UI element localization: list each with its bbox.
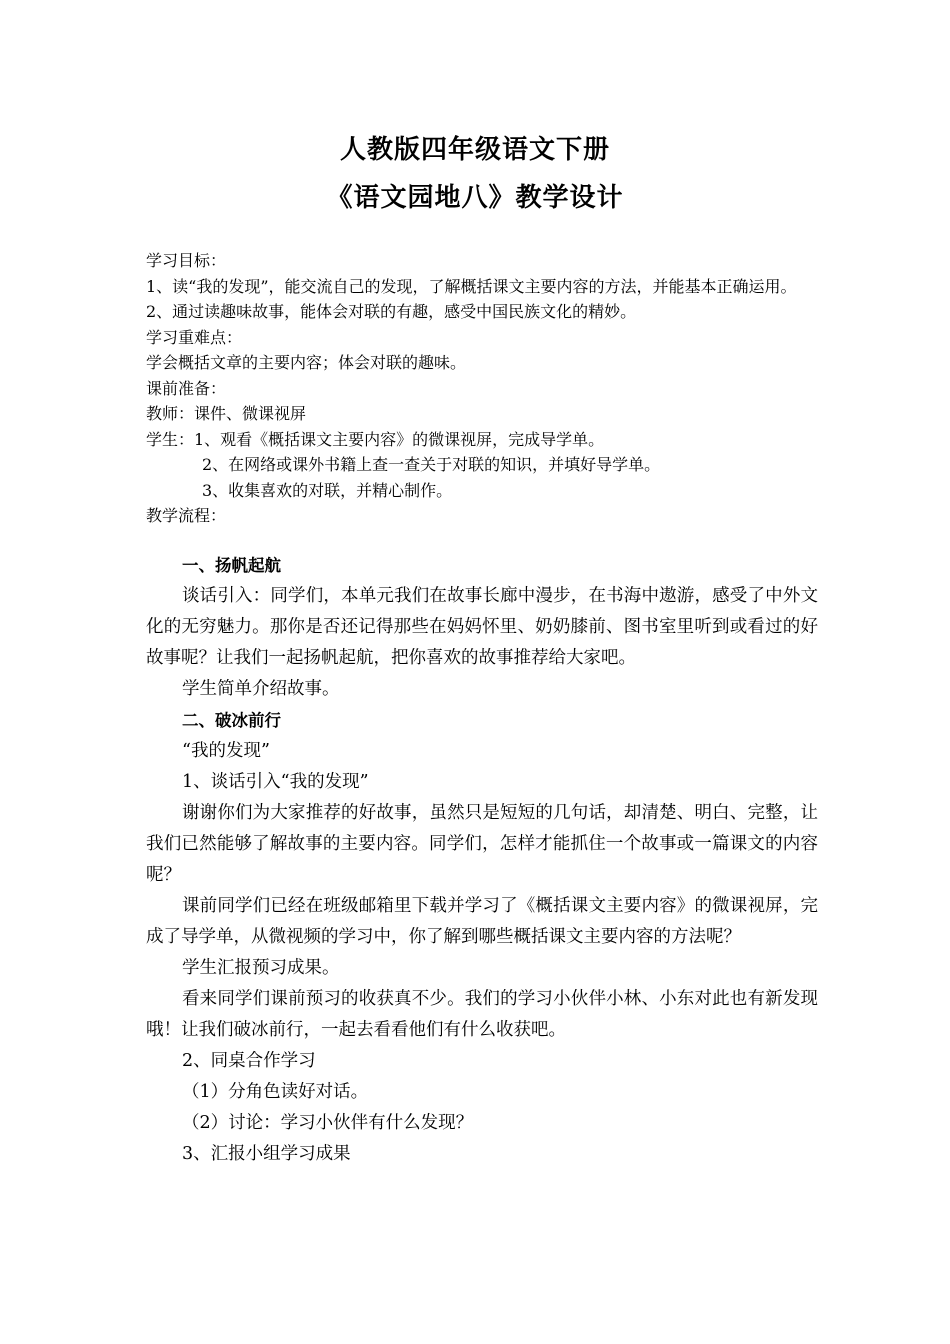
section1-heading: 一、扬帆起航 — [182, 556, 281, 575]
key-points-label: 学习重难点： — [146, 327, 243, 347]
teaching-process-section — [146, 550, 818, 1170]
preparation-teacher: 教师：课件、微课视屏 — [146, 404, 307, 423]
process-label: 教学流程： — [146, 506, 227, 525]
section2-step-1: 1、谈话引入“我的发现” — [182, 772, 369, 792]
objectives-label: 学习目标： — [146, 251, 227, 270]
section2-paragraph-3: 学生汇报预习成果。 — [182, 958, 340, 978]
objective-item-1: 1、读“我的发现”，能交流自己的发现，了解概括课文主要内容的方法，并能基本正确运用。 — [146, 276, 797, 296]
section1-paragraph-2: 学生简单介绍故事。 — [182, 679, 340, 699]
section2-paragraph-1: 谢谢你们为大家推荐的好故事，虽然只是短短的几句话，却清楚、明白、完整，让我们已然能够了解故事的主要内容。同学们，怎样才能抓住一个故事或一篇课文的内容呢？ — [146, 803, 818, 885]
section2-heading: 二、破冰前行 — [182, 711, 281, 730]
section2-step-2b: （2）讨论：学习小伙伴有什么发现？ — [182, 1113, 474, 1133]
section2-step-3: 3、汇报小组学习成果 — [182, 1144, 351, 1164]
section2-subheading: “我的发现” — [182, 741, 270, 761]
section2-paragraph-2: 课前同学们已经在班级邮箱里下载并学习了《概括课文主要内容》的微课视屏，完成了导学单，从微视频的学习中，你了解到哪些概括课文主要内容的方法呢？ — [146, 896, 818, 947]
lesson-header-section — [146, 248, 818, 529]
key-points-text: 学会概括文章的主要内容；体会对联的趣味。 — [146, 353, 467, 372]
objective-item-2: 2、通过读趣味故事，能体会对联的有趣，感受中国民族文化的精妙。 — [146, 302, 637, 321]
section2-step-2a: （1）分角色读好对话。 — [182, 1082, 369, 1102]
preparation-student-1: 学生：1、观看《概括课文主要内容》的微课视屏，完成导学单。 — [146, 429, 605, 449]
document-title-line2: 《语文园地八》教学设计 — [326, 183, 624, 213]
section2-step-2: 2、同桌合作学习 — [182, 1051, 316, 1071]
section1-paragraph-1: 谈话引入：同学们，本单元我们在故事长廊中漫步，在书海中遨游，感受了中外文化的无穷魅力。那你是否还记得那些在妈妈怀里、奶奶膝前、图书室里听到或看过的好故事呢？让我们一起扬帆起航，把你喜欢的故事推荐给大家吧。 — [146, 586, 818, 668]
preparation-student-3: 3、收集喜欢的对联，并精心制作。 — [202, 480, 453, 500]
preparation-label: 课前准备： — [146, 378, 227, 398]
document-title-line1: 人教版四年级语文下册 — [339, 135, 610, 165]
preparation-student-2: 2、在网络或课外书籍上查一查关于对联的知识，并填好导学单。 — [202, 455, 661, 474]
section2-paragraph-4: 看来同学们课前预习的收获真不少。我们的学习小伙伴小林、小东对此也有新发现哦！让我们破冰前行，一起去看看他们有什么收获吧。 — [146, 989, 818, 1040]
